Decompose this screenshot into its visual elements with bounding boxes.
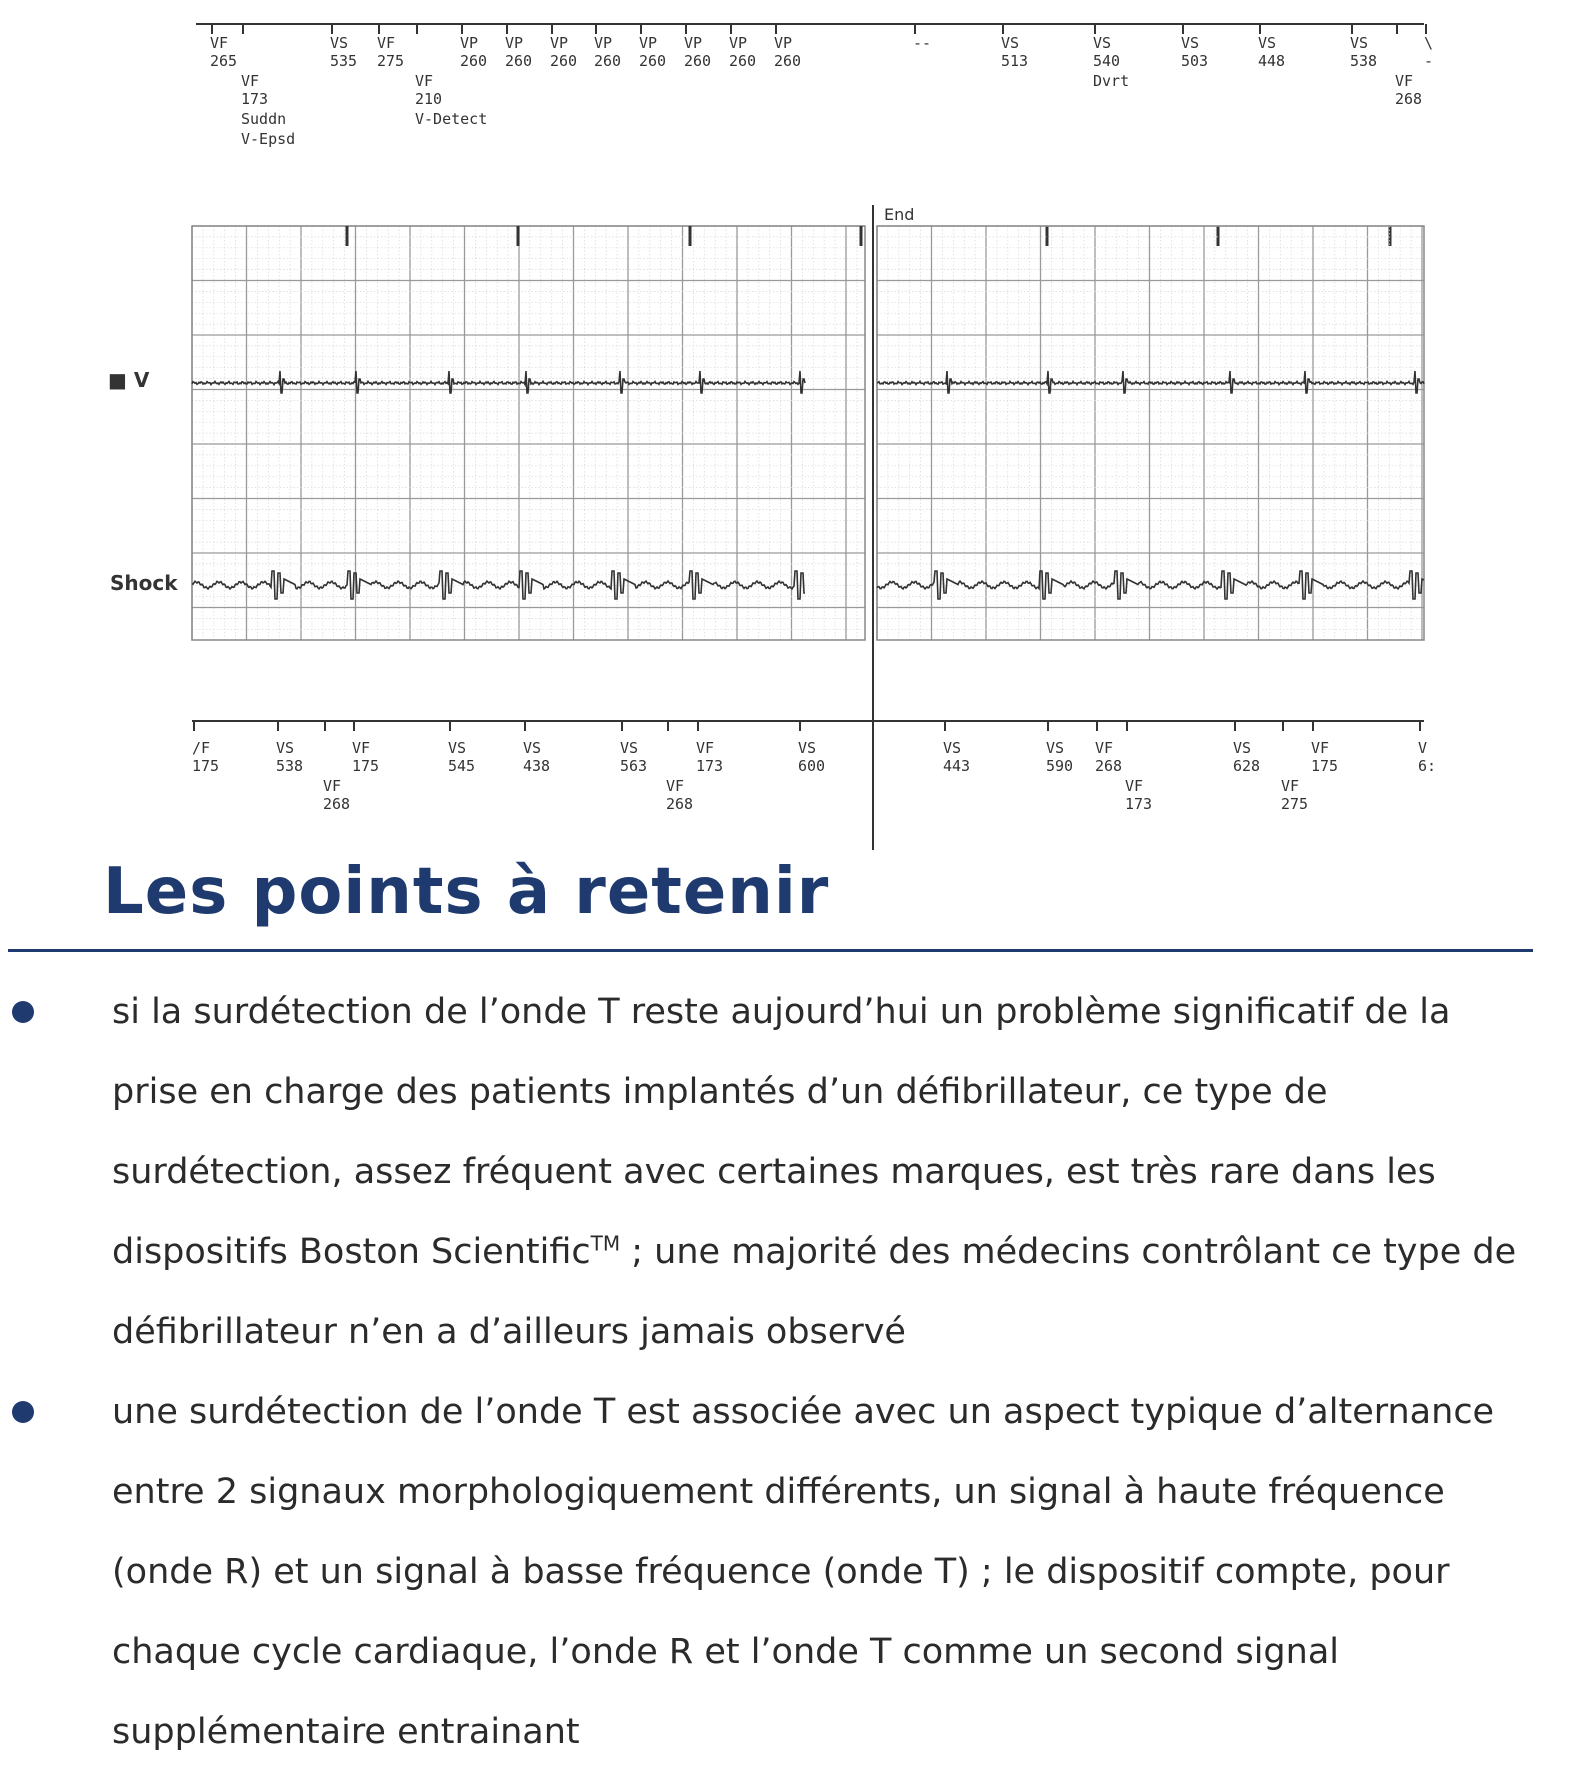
marker-value: 260 [594, 52, 622, 70]
trademark-sup: TM [590, 1231, 621, 1256]
marker-value: 268 [323, 795, 351, 813]
marker-label: VP [639, 34, 658, 52]
shock-lead-trace-right [877, 571, 1424, 599]
section-heading: Les points à retenir [103, 855, 830, 929]
marker-label: VF [210, 34, 229, 52]
marker-value: 563 [620, 757, 648, 775]
marker-value: 175 [1311, 757, 1339, 775]
marker-value: 268 [1095, 757, 1123, 775]
marker-label: VF [1125, 777, 1144, 795]
marker-value: 443 [943, 757, 971, 775]
marker-note: Suddn [241, 110, 287, 128]
marker-label: VP [774, 34, 793, 52]
bullet-dot-icon [12, 1001, 34, 1023]
bullet-text: une surdétection de l’onde T est associée avec un aspect typique d’alternance entre 2 signaux morphologiquement différents, un signal à haute fréquence (onde R) et un signal à basse fréquence (onde T) ; le dispositif compte, pour chaque cycle cardiaque, l’onde R et l’onde T comme un second signal supplémentaire entrainant [112, 1392, 1495, 1752]
marker-note: Dvrt [1093, 72, 1130, 90]
marker-label: VS [1001, 34, 1020, 52]
marker-value: 503 [1181, 52, 1209, 70]
marker-label: VS [1258, 34, 1277, 52]
heading-rule [8, 949, 1533, 952]
marker-value: 260 [460, 52, 488, 70]
marker-label: \ [1424, 34, 1434, 52]
marker-value: 448 [1258, 52, 1286, 70]
marker-value: 268 [666, 795, 694, 813]
marker-label: VP [550, 34, 569, 52]
marker-value: 275 [377, 52, 405, 70]
marker-value: 268 [1395, 90, 1423, 108]
marker-value: 175 [192, 757, 220, 775]
marker-value: 6: [1418, 757, 1437, 775]
marker-label: VF [241, 72, 260, 90]
marker-note: V-Detect [415, 110, 488, 128]
marker-value: - [1424, 52, 1434, 70]
bullet-text: si la surdétection de l’onde T reste aujourd’hui un problème significatif de la prise en charge des patients implantés d’un défibrillateur, ce type de surdétection, assez fréquent avec certaines marques, est très rare dans les dispositifs Boston Scientific [112, 992, 1451, 1272]
marker-value: 173 [1125, 795, 1153, 813]
marker-label: VP [684, 34, 703, 52]
marker-label: VS [620, 739, 639, 757]
marker-value: 175 [352, 757, 380, 775]
marker-value: 265 [210, 52, 238, 70]
marker-value: 628 [1233, 757, 1261, 775]
marker-label: VF [1311, 739, 1330, 757]
marker-label: VP [505, 34, 524, 52]
marker-value: 538 [276, 757, 304, 775]
marker-value: 210 [415, 90, 443, 108]
marker-label: VF [1281, 777, 1300, 795]
marker-label: VP [594, 34, 613, 52]
bullet-dot-icon [12, 1401, 34, 1423]
marker-label: /F [192, 739, 211, 757]
marker-value: 260 [774, 52, 802, 70]
marker-value: 590 [1046, 757, 1074, 775]
marker-label: VF [1095, 739, 1114, 757]
lead-shock-label: Shock [110, 571, 178, 595]
marker-label: VF [352, 739, 371, 757]
key-points-list [0, 972, 1588, 1772]
marker-label: VS [330, 34, 349, 52]
marker-label: VS [1046, 739, 1065, 757]
marker-label: VS [943, 739, 962, 757]
marker-label: VP [729, 34, 748, 52]
ecg-grid-right [877, 226, 1424, 640]
marker-label: VS [798, 739, 817, 757]
marker-label: VF [377, 34, 396, 52]
marker-value: 545 [448, 757, 476, 775]
list-item [0, 972, 1588, 1372]
marker-value: 513 [1001, 52, 1029, 70]
marker-value: 275 [1281, 795, 1309, 813]
marker-note: V-Epsd [241, 130, 296, 148]
marker-label: -- [913, 34, 932, 52]
marker-value: 173 [241, 90, 269, 108]
marker-value: 600 [798, 757, 826, 775]
marker-value: 438 [523, 757, 551, 775]
shock-lead-trace-left [192, 571, 805, 599]
marker-value: 260 [639, 52, 667, 70]
marker-label: VF [323, 777, 342, 795]
marker-label: VF [666, 777, 685, 795]
marker-label: VS [276, 739, 295, 757]
marker-value: 535 [330, 52, 358, 70]
bottom-marker-channel [192, 721, 1436, 813]
marker-value: 260 [684, 52, 712, 70]
marker-label: VF [415, 72, 434, 90]
marker-label: VS [1350, 34, 1369, 52]
marker-value: 173 [696, 757, 724, 775]
marker-label: VP [460, 34, 479, 52]
marker-label: VS [1093, 34, 1112, 52]
marker-label: VS [1181, 34, 1200, 52]
marker-value: 540 [1093, 52, 1121, 70]
marker-value: 260 [550, 52, 578, 70]
ecg-strip [0, 0, 1588, 850]
lead-v-label: ■ V [108, 368, 150, 392]
marker-label: VS [1233, 739, 1252, 757]
marker-label: V [1418, 739, 1428, 757]
bullet-text-tail: ; une majorité des médecins contrôlant ce type de défibrillateur n’en a d’ailleurs jamais observé [112, 1232, 1517, 1352]
marker-label: VS [523, 739, 542, 757]
marker-value: 538 [1350, 52, 1378, 70]
marker-value: 260 [505, 52, 533, 70]
marker-value: 260 [729, 52, 757, 70]
top-marker-channel [196, 24, 1433, 148]
list-item [0, 1372, 1588, 1772]
marker-label: VS [448, 739, 467, 757]
end-label: End [884, 205, 915, 224]
marker-label: VF [696, 739, 715, 757]
marker-label: VF [1395, 72, 1414, 90]
